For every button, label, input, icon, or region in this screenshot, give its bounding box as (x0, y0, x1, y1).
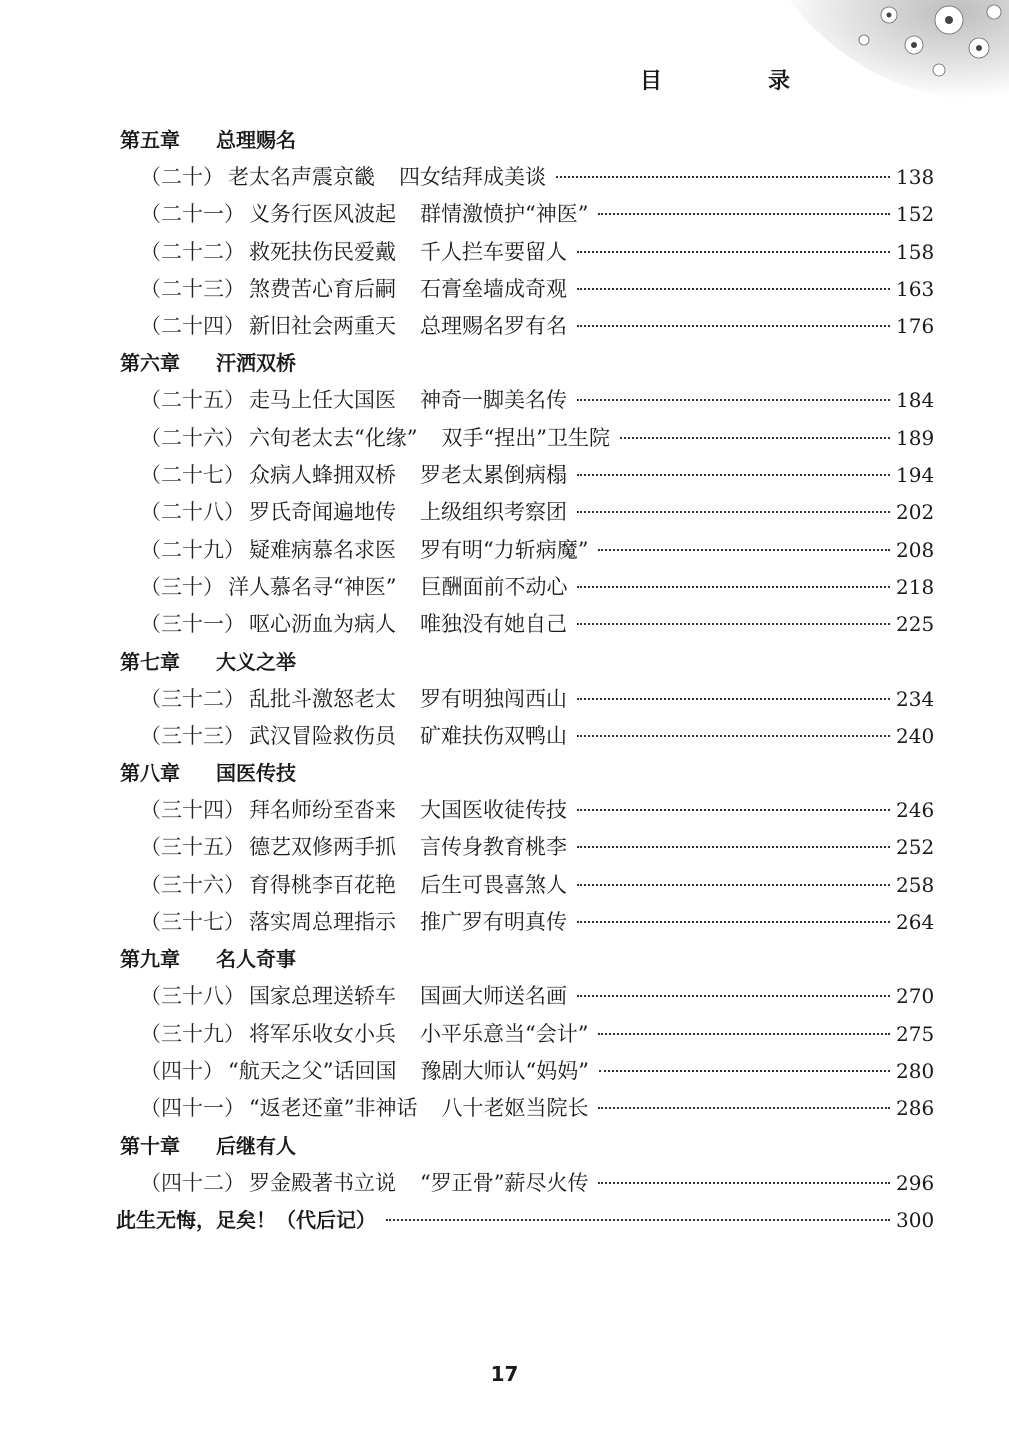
entry-title-part1: 走马上任大国医 (249, 388, 396, 413)
entry-title-part2: 言传身教育桃李 (420, 835, 567, 860)
page-number: 17 (490, 1362, 519, 1386)
entry-index: （二十九） (140, 537, 245, 562)
entry-index: （二十五） (140, 388, 245, 413)
epilogue-title: 此生无悔，足矣！（代后记） (116, 1207, 376, 1232)
dot-leader (598, 213, 890, 215)
entry-title-part1: 煞费苦心育后嗣 (249, 276, 396, 301)
toc-entry[interactable] (112, 1053, 935, 1090)
entry-index: （三十） (140, 574, 224, 599)
dot-leader (577, 325, 890, 327)
entry-title-part2: 巨酬面前不动心 (420, 574, 568, 599)
chapter-title: 名人奇事 (216, 947, 296, 972)
entry-page-number: 275 (896, 1021, 935, 1046)
entry-title-part1: 罗金殿著书立说 (249, 1170, 396, 1195)
toc-entry[interactable] (112, 978, 935, 1015)
entry-title-part1: 呕心沥血为病人 (249, 612, 396, 637)
entry-title-part2: 小平乐意当“会计” (420, 1021, 589, 1046)
dot-leader (577, 735, 890, 737)
entry-index: （四十一） (140, 1096, 245, 1121)
dot-leader (577, 846, 890, 848)
chapter-number: 第七章 (120, 649, 180, 674)
toc-entry[interactable] (112, 494, 935, 531)
entry-page-number: 176 (896, 314, 935, 339)
entry-page-number: 163 (896, 276, 935, 301)
entry-title-part1: “航天之父”话回国 (228, 1058, 397, 1083)
dot-leader (598, 1182, 890, 1184)
entry-title-part2: 石膏垒墙成奇观 (420, 276, 567, 301)
chapter-heading (112, 644, 932, 681)
entry-index: （三十三） (140, 723, 245, 748)
entry-page-number: 246 (896, 798, 935, 823)
dot-leader (599, 1070, 890, 1072)
entry-title-part2: 矿难扶伤双鸭山 (420, 723, 567, 748)
toc-entry-epilogue[interactable] (112, 1202, 935, 1239)
toc-entry[interactable] (112, 718, 935, 755)
entry-title-part2: 大国医收徒传技 (420, 798, 567, 823)
entry-title-part1: 拜名师纷至沓来 (249, 798, 396, 823)
chapter-title: 汗洒双桥 (216, 351, 296, 376)
entry-page-number: 264 (896, 910, 935, 935)
entry-page-number: 240 (896, 723, 935, 748)
toc-entry[interactable] (112, 532, 935, 569)
dot-leader (598, 549, 890, 551)
entry-page-number: 194 (896, 463, 935, 488)
chapter-number: 第五章 (120, 128, 180, 152)
entry-index: （三十八） (140, 984, 245, 1009)
entry-title-part2: 千人拦车要留人 (420, 239, 567, 264)
entry-page-number: 152 (896, 202, 935, 227)
dot-leader (577, 921, 890, 923)
entry-title-part1: 疑难病慕名求医 (249, 537, 396, 562)
entry-index: （三十七） (140, 910, 245, 935)
chapter-heading (112, 1128, 932, 1165)
toc-entry[interactable] (112, 457, 935, 494)
entry-index: （二十） (140, 165, 224, 189)
entry-page-number: 270 (896, 984, 935, 1009)
dot-leader (577, 884, 890, 886)
chapter-title: 总理赐名 (216, 128, 296, 152)
entry-title-part2: 罗老太累倒病榻 (420, 463, 567, 488)
entry-index: （三十九） (140, 1021, 245, 1046)
entry-title-part1: “返老还童”非神话 (249, 1096, 418, 1121)
entry-title-part2: 双手“捏出”卫生院 (441, 425, 610, 450)
entry-page-number: 218 (896, 574, 935, 599)
toc-entry[interactable] (112, 569, 935, 606)
dot-leader (577, 288, 890, 290)
chapter-heading (112, 345, 932, 382)
entry-title-part1: 罗氏奇闻遍地传 (249, 500, 396, 525)
entry-title-part2: 国画大师送名画 (420, 984, 567, 1009)
entry-page-number: 189 (896, 425, 935, 450)
toc-entry[interactable] (112, 1016, 935, 1053)
chapter-heading (112, 941, 932, 978)
entry-index: （二十四） (140, 314, 245, 339)
entry-title-part2: 唯独没有她自己 (420, 612, 567, 637)
toc-entry[interactable] (112, 159, 935, 196)
entry-index: （四十二） (140, 1170, 245, 1195)
entry-page-number: 300 (896, 1207, 935, 1232)
entry-page-number: 296 (896, 1170, 935, 1195)
toc-entry[interactable] (112, 271, 935, 308)
entry-title-part2: 群情激愤护“神医” (420, 202, 589, 227)
entry-page-number: 138 (896, 165, 935, 189)
chapter-number: 第九章 (120, 947, 180, 972)
entry-title-part1: 国家总理送轿车 (249, 984, 396, 1009)
toc-entry[interactable] (112, 867, 935, 904)
toc-entry[interactable] (112, 196, 935, 233)
entry-index: （三十六） (140, 872, 245, 897)
entry-index: （二十二） (140, 239, 245, 264)
entry-title-part1: 乱批斗激怒老太 (249, 686, 396, 711)
entry-page-number: 258 (896, 872, 935, 897)
toc-entry[interactable] (112, 1165, 935, 1202)
chapter-heading (112, 122, 932, 159)
entry-title-part1: 育得桃李百花艳 (249, 872, 396, 897)
dot-leader (577, 698, 890, 700)
entry-title-part2: “罗正骨”薪尽火传 (420, 1170, 589, 1195)
toc-entry[interactable] (112, 308, 935, 345)
entry-title-part1: 六旬老太去“化缘” (249, 425, 418, 450)
entry-page-number: 202 (896, 500, 935, 525)
chapter-title: 后继有人 (216, 1133, 296, 1158)
entry-title-part1: 武汉冒险救伤员 (249, 723, 396, 748)
entry-page-number: 234 (896, 686, 935, 711)
entry-title-part2: 神奇一脚美名传 (420, 388, 567, 413)
entry-index: （四十） (140, 1058, 224, 1083)
entry-page-number: 208 (896, 537, 935, 562)
entry-title-part2: 上级组织考察团 (420, 500, 567, 525)
entry-index: （二十七） (140, 463, 245, 488)
entry-page-number: 225 (896, 612, 935, 637)
entry-page-number: 252 (896, 835, 935, 860)
toc-entry[interactable] (112, 829, 935, 866)
dot-leader (598, 1107, 890, 1109)
dot-leader (577, 511, 890, 513)
toc-entry[interactable] (112, 792, 935, 829)
entry-index: （二十一） (140, 202, 245, 227)
entry-page-number: 280 (896, 1058, 935, 1083)
entry-title-part1: 众病人蜂拥双桥 (249, 463, 396, 488)
entry-title-part2: 推广罗有明真传 (420, 910, 567, 935)
dot-leader (577, 995, 890, 997)
entry-title-part2: 罗有明独闯西山 (420, 686, 567, 711)
entry-title-part1: 将军乐收女小兵 (249, 1021, 396, 1046)
dot-leader (556, 176, 890, 178)
entry-page-number: 286 (896, 1096, 935, 1121)
dot-leader (577, 809, 890, 811)
entry-title-part1: 落实周总理指示 (249, 910, 396, 935)
toc-entry[interactable] (112, 606, 935, 643)
entry-title-part1: 救死扶伤民爱戴 (249, 239, 396, 264)
chapter-title: 大义之举 (216, 649, 296, 674)
dot-leader (620, 437, 890, 439)
entry-title-part2: 罗有明“力斩病魔” (420, 537, 589, 562)
entry-index: （二十八） (140, 500, 245, 525)
entry-index: （二十六） (140, 425, 245, 450)
toc-entry[interactable] (112, 420, 935, 457)
entry-index: （三十四） (140, 798, 245, 823)
entry-index: （二十三） (140, 276, 245, 301)
entry-index: （三十五） (140, 835, 245, 860)
chapter-title: 国医传技 (216, 761, 296, 786)
entry-title-part1: 老太名声震京畿 (228, 165, 375, 189)
entry-page-number: 184 (896, 388, 935, 413)
table-of-contents (112, 122, 935, 1239)
dot-leader (577, 399, 890, 401)
entry-title-part1: 洋人慕名寻“神医” (228, 574, 397, 599)
dot-leader (386, 1219, 890, 1221)
toc-entry[interactable] (112, 904, 935, 941)
dot-leader (577, 251, 890, 253)
dot-leader (598, 1033, 890, 1035)
page-title: 目 录 (640, 69, 833, 94)
chapter-number: 第十章 (120, 1133, 180, 1158)
toc-entry[interactable] (112, 1090, 935, 1127)
entry-title-part2: 豫剧大师认“妈妈” (420, 1058, 589, 1083)
chapter-number: 第八章 (120, 761, 180, 786)
entry-index: （三十一） (140, 612, 245, 637)
toc-entry[interactable] (112, 681, 935, 718)
entry-title-part1: 义务行医风波起 (249, 202, 396, 227)
dot-leader (577, 586, 890, 588)
entry-title-part2: 总理赐名罗有名 (420, 314, 567, 339)
toc-entry[interactable] (112, 234, 935, 271)
entry-title-part2: 四女结拜成美谈 (399, 165, 546, 189)
chapter-number: 第六章 (120, 351, 180, 376)
toc-entry[interactable] (112, 382, 935, 419)
entry-title-part1: 新旧社会两重天 (249, 314, 396, 339)
dot-leader (577, 623, 890, 625)
dot-leader (577, 474, 890, 476)
entry-page-number: 158 (896, 239, 935, 264)
entry-title-part1: 德艺双修两手抓 (249, 835, 396, 860)
entry-index: （三十二） (140, 686, 245, 711)
entry-title-part2: 后生可畏喜煞人 (420, 872, 567, 897)
chapter-heading (112, 755, 932, 792)
entry-title-part2: 八十老妪当院长 (441, 1096, 589, 1121)
